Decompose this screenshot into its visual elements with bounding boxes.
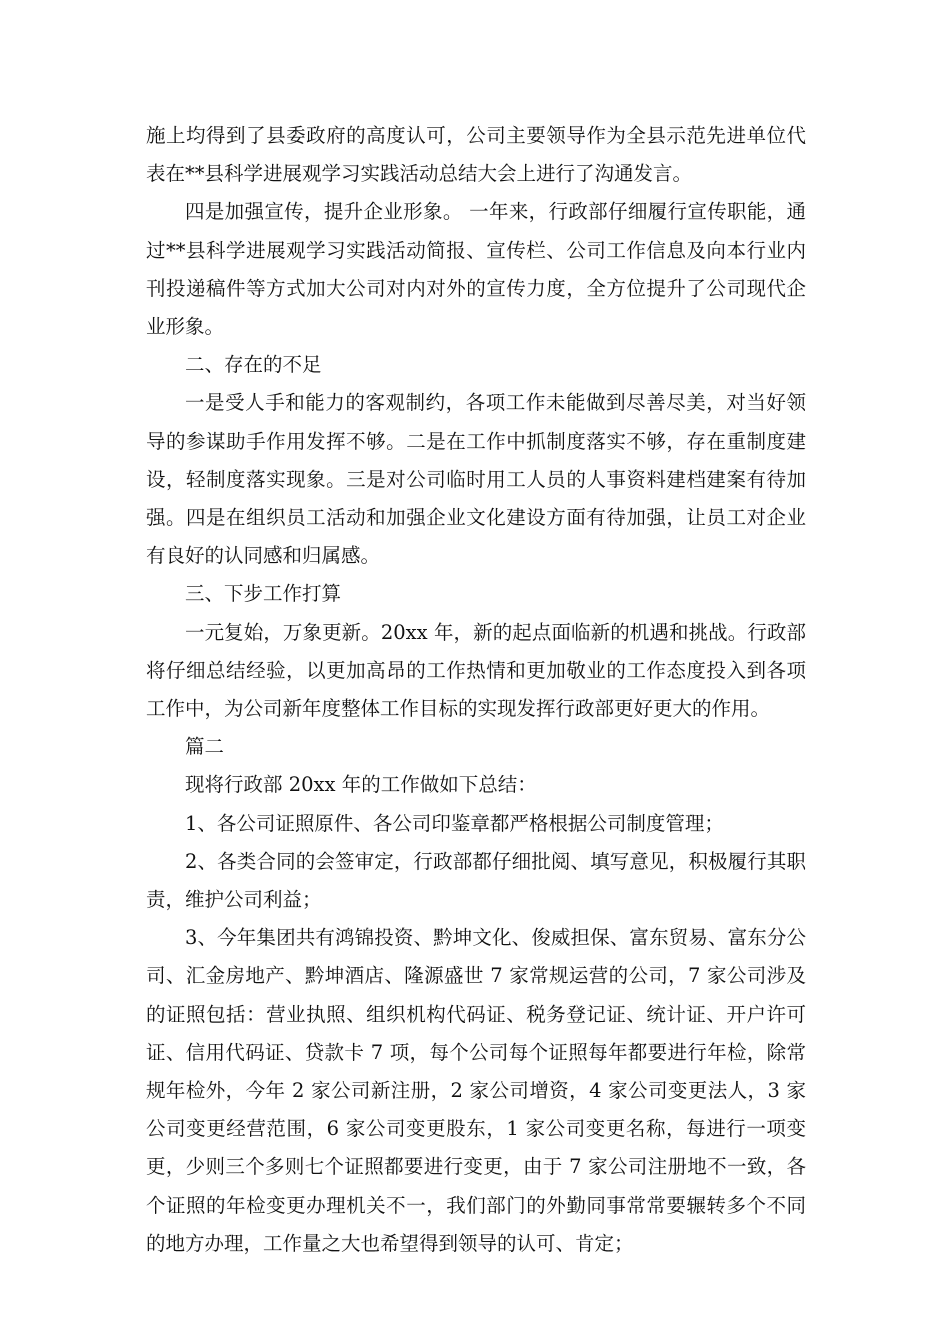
paragraph-continuation: 施上均得到了县委政府的高度认可，公司主要领导作为全县示范先进单位代表在**县科学进展观学习实践活动总结大会上进行了沟通发言。: [146, 124, 806, 186]
paragraph-shortcomings: 一是受人手和能力的客观制约，各项工作未能做到尽善尽美，对当好领导的参谋助手作用发挥不够。二是在工作中抓制度落实不够，存在重制度建设，轻制度落实现象。三是对公司临时用工人员的人事资料建档建案有待加强。四是在组织员工活动和加强企业文化建设方面有待加强，让员工对企业有良好的认同感和归属感。: [146, 391, 806, 568]
section-heading-shortcomings: 二、存在的不足: [185, 353, 322, 377]
section-heading-next-steps: 三、下步工作打算: [185, 582, 342, 606]
paragraph-next-steps: 一元复始，万象更新。20xx 年，新的起点面临新的机遇和挑战。行政部将仔细总结经验，以更加高昂的工作热情和更加敬业的工作态度投入到各项工作中，为公司新年度整体工作目标的实现发挥行政部更好更大的作用。: [146, 620, 806, 721]
list-item-3: 3、今年集团共有鸿锦投资、黔坤文化、俊威担保、富东贸易、富东分公司、汇金房地产、黔坤酒店、隆源盛世 7 家常规运营的公司，7 家公司涉及的证照包括：营业执照、组织机构代码证、税务登记证、统计证、开户许可证、信用代码证、贷款卡 7 项，每个公司每个证照每年都要进行年检，除常规年检外，今年 2 家公司新注册，2 家公司增资，4 家公司变更法人，3 家公司变更经营范围，6 家公司变更股东，1 家公司变更名称，每进行一项变更，少则三个多则七个证照都要进行变更，由于 7 家公司注册地不一致，各个证照的年检变更办理机关不一，我们部门的外勤同事常常要辗转多个不同的地方办理，工作量之大也希望得到领导的认可、肯定；: [146, 926, 806, 1255]
list-item-1: 1、各公司证照原件、各公司印鉴章都严格根据公司制度管理；: [185, 811, 724, 835]
list-item-2: 2、各类合同的会签审定，行政部都仔细批阅、填写意见，积极履行其职责，维护公司利益；: [146, 849, 806, 912]
paragraph-publicity: 四是加强宣传，提升企业形象。 一年来，行政部仔细履行宣传职能，通过**县科学进展观学习实践活动简报、宣传栏、公司工作信息及向本行业内刊投递稿件等方式加大公司对内对外的宣传力度，全方位提升了公司现代企业形象。: [146, 200, 806, 339]
paragraph-summary-intro: 现将行政部 20xx 年的工作做如下总结：: [185, 773, 537, 797]
article-heading-part-two: 篇二: [185, 735, 225, 759]
document-body: [146, 117, 806, 1263]
